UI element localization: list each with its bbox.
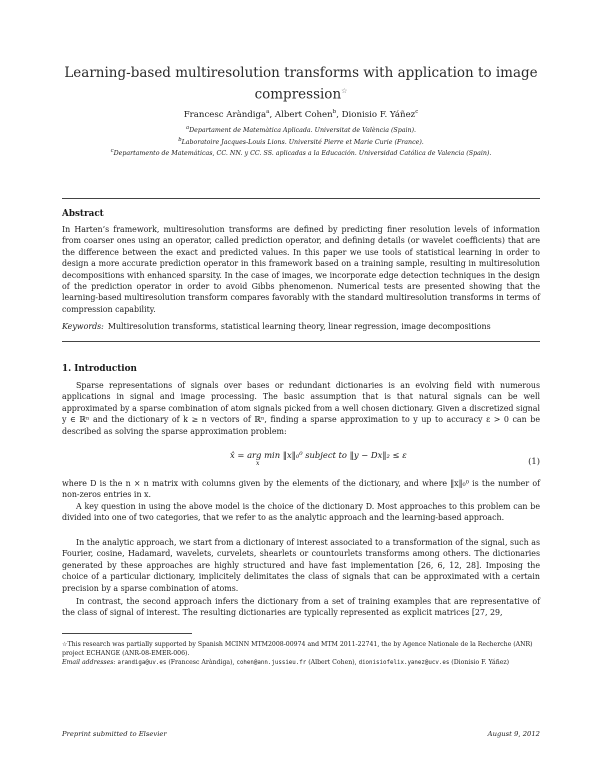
keywords bbox=[62, 322, 540, 331]
footer-date: August 9, 2012 bbox=[487, 730, 540, 738]
author: Albert Cohen$^b$ bbox=[274, 109, 337, 120]
keywords-text: Multiresolution transforms, statistical learning theory, linear regression, image decompositions bbox=[107, 322, 491, 331]
title-text: Learning-based multiresolution transforms with application to image compression bbox=[64, 65, 538, 103]
intro-paragraph-1: Sparse representations of signals over bases or redundant dictionaries is an evolving field with numerous applications in signal and image processing. The basic assumption that is that natural signals can be well approximated by a sparse combination of atom signals picked from a well chosen dictionary. Given a discretized signal y ∈ ℝⁿ and the dictionary of k ≥ n vectors of ℝⁿ, finding a sparse approximation to y up to accuracy ε > 0 can be described as solving the sparse approximation problem: bbox=[62, 381, 540, 436]
title-footnote-mark: ☆ bbox=[341, 87, 348, 95]
footnote bbox=[62, 640, 540, 668]
equation-1 bbox=[62, 450, 540, 478]
author: Dionisio F. Yáñez$^c$ bbox=[341, 109, 419, 120]
footnote-emails: Email addresses: arandiga@uv.es (Francesc Aràndiga), cohen@ann.jussieu.fr (Albert Cohen), dionisiofelix.yanez@ucv.es (Dionisio F. Yáñez) bbox=[62, 659, 510, 666]
author: Francesc Aràndiga$^a$ bbox=[183, 109, 270, 120]
footnote-rule bbox=[62, 633, 192, 634]
affiliation: $^c$Departamento de Matemáticas, CC. NN. y CC. SS. aplicadas a la Educación. Universidad Católica de Valencia (Spain). bbox=[110, 148, 492, 158]
keywords-label: Keywords: bbox=[62, 322, 104, 331]
intro-paragraph-3: A key question in using the above model is the choice of the dictionary D. Most approaches to this problem can be divided into one of two categories, that we refer to as the analytic approach and the learning-based approach. bbox=[62, 502, 540, 523]
author-list: Francesc Aràndiga$^a$, Albert Cohen$^b$, Dionisio F. Yáñez$^c$ bbox=[183, 109, 419, 120]
abstract-heading: Abstract bbox=[62, 209, 104, 219]
intro-paragraph-5: In contrast, the second approach infers the dictionary from a set of training examples that are representative of the class of signal of interest. The resulting dictionaries are typically represented as explicit matrices [27, 29, bbox=[62, 597, 540, 618]
intro-paragraph-4: In the analytic approach, we start from a dictionary of interest associated to a transformation of the signal, such as Fourier, cosine, Hadamard, wavelets, curvelets, shearlets or countourlets transforms among others. The dictionaries generated by these approaches are highly structured and have fast implementation [26, 6, 12, 28]. Imposing the choice of a particular dictionary, implicitely delimitates the class of signals that can be approximated with a certain precision by a sparse combination of atoms. bbox=[62, 538, 540, 593]
abstract-top-rule bbox=[62, 198, 540, 199]
affiliation: $^a$Departament de Matemàtica Aplicada. Universitat de València (Spain). bbox=[185, 125, 417, 135]
affiliation: $^b$Laboratoire Jacques-Louis Lions. Université Pierre et Marie Curie (France). bbox=[178, 136, 424, 146]
footer-preprint-note: Preprint submitted to Elsevier bbox=[62, 730, 167, 738]
intro-paragraph-2: where D is the n × n matrix with columns given by the elements of the dictionary, and where ‖x‖₀⁰ is the number of non-zeros entries in x. bbox=[62, 479, 540, 500]
equation-body: x̂ = arg min ‖x‖₀⁰ subject to ‖y − Dx‖₂ ≤ ε x bbox=[230, 450, 407, 467]
equation-subscript: x bbox=[256, 460, 260, 467]
abstract-bottom-rule bbox=[62, 341, 540, 342]
paper-title bbox=[62, 64, 540, 104]
footnote-funding: ☆This research was partially supported by Spanish MCINN MTM2008-00974 and MTM 2011-22741, the by Agence Nationale de la Recherche (ANR) project ECHANGE (ANR-08-EMER-006). bbox=[62, 641, 533, 657]
email-link[interactable]: arandiga@uv.es bbox=[117, 660, 167, 666]
email-link[interactable]: dionisiofelix.yanez@ucv.es bbox=[358, 660, 450, 666]
email-label: Email addresses: bbox=[62, 659, 116, 666]
abstract-text: In Harten’s framework, multiresolution transforms are defined by predicting finer resolution levels of information from coarser ones using an operator, called prediction operator, and defining details (or wavelet coefficients) that are the difference between the exact and predicted values. In this paper we use tools of statistical learning in order to design a more accurate prediction operator in this framework based on a training sample, resulting in multiresolution decompositions with enhanced sparsity. In the case of images, we incorporate edge detection techniques in the design of the prediction operator in order to avoid Gibbs phenomenon. Numerical tests are presented showing that the learning-based multiresolution transform compares favorably with the standard multiresolution transforms in terms of compression capability. bbox=[62, 225, 540, 314]
section-heading-introduction: 1. Introduction bbox=[62, 364, 137, 374]
equation-number: (1) bbox=[528, 456, 540, 466]
email-link[interactable]: cohen@ann.jussieu.fr bbox=[236, 660, 307, 666]
affiliation-list bbox=[62, 124, 540, 159]
